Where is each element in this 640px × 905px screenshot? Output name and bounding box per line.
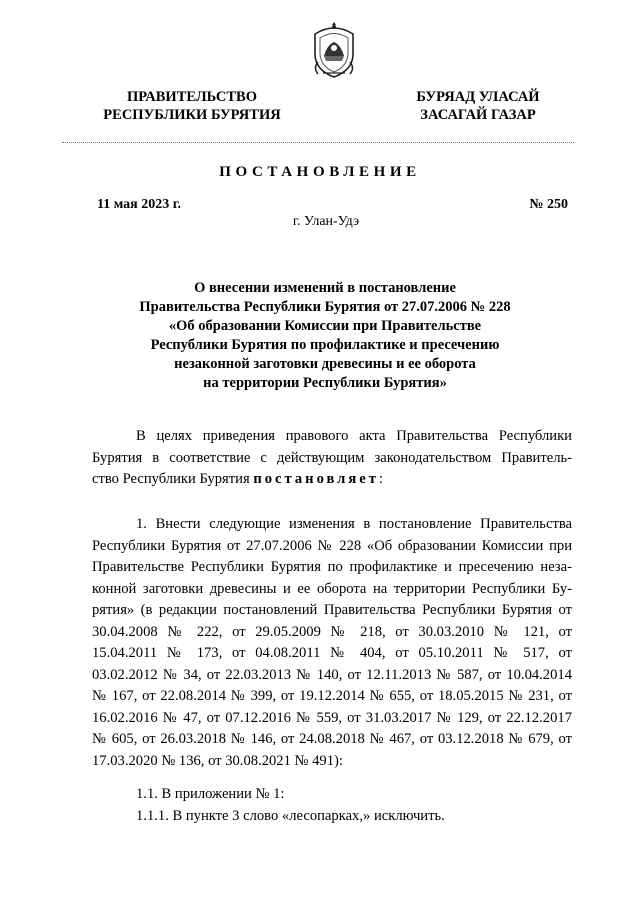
government-name-ru <box>82 88 302 124</box>
clause-line: 17.03.2020 № 136, от 30.08.2021 № 491): <box>92 752 343 769</box>
document-city: г. Улан-Удэ <box>292 214 360 229</box>
preamble-paragraph <box>92 426 572 491</box>
title-line: «Об образовании Комиссии при Правительстве <box>168 318 482 334</box>
header-divider <box>62 142 574 143</box>
government-name-bua-line1: БУРЯАД УЛАСАЙ <box>416 89 540 105</box>
preamble-line: Бурятия в соответствие с действующим законодательством Правитель- <box>92 449 572 466</box>
government-name-ru-line2: РЕСПУБЛИКИ БУРЯТИЯ <box>103 107 281 123</box>
document-number: № 250 <box>529 197 568 212</box>
document-title <box>100 279 550 393</box>
title-line: незаконной заготовки древесины и ее оборота <box>174 356 476 372</box>
government-name-ru-line1: ПРАВИТЕЛЬСТВО <box>127 89 257 105</box>
clause-line: № 167, от 22.08.2014 № 399, от 19.12.2014 № 655, от 18.05.2015 № 231, от <box>92 688 572 704</box>
clause-line: 16.02.2016 № 47, от 07.12.2016 № 559, от 31.03.2017 № 129, от 22.12.2017 <box>92 709 572 726</box>
document-date: 11 мая 2023 г. <box>97 197 182 212</box>
clause-line: Правительстве Республики Бурятия по профилактике и пресечению неза- <box>92 559 572 575</box>
clause-line: 30.04.2008 № 222, от 29.05.2009 № 218, от 30.03.2010 № 121, от <box>92 623 572 640</box>
sub-item-1-1-1: 1.1.1. В пункте 3 слово «лесопарках,» исключить. <box>136 808 445 824</box>
preamble-line <box>92 469 572 491</box>
clause-line: 1. Внести следующие изменения в постановление Правительства <box>136 516 572 532</box>
preamble-line: В целях приведения правового акта Правительства Республики <box>136 428 572 444</box>
document-type: ПОСТАНОВЛЕНИЕ <box>219 164 421 180</box>
government-name-bua-line2: ЗАСАГАЙ ГАЗАР <box>420 107 536 123</box>
clause-line: рятия» (в редакции постановлений Правительства Республики Бурятия от <box>92 602 572 618</box>
clause-line: 03.02.2012 № 34, от 22.03.2013 № 140, от 12.11.2013 № 587, от 10.04.2014 <box>92 666 572 683</box>
title-line: О внесении изменений в постановление <box>194 280 456 296</box>
coat-of-arms-icon <box>305 20 363 80</box>
title-line: Республики Бурятия по профилактике и пресечению <box>150 337 500 353</box>
clause-line: конной заготовки древесины и ее оборота на территории Республики Бу- <box>92 580 572 597</box>
title-line: на территории Республики Бурятия» <box>203 375 447 391</box>
clause-line: № 605, от 26.03.2018 № 146, от 24.08.2018 № 467, от 03.12.2018 № 679, от <box>92 731 572 747</box>
clause-1-paragraph <box>92 514 572 772</box>
clause-line: Республики Бурятия от 27.07.2006 № 228 «Об образовании Комиссии при <box>92 537 572 554</box>
preamble-colon: : <box>378 471 383 487</box>
preamble-line3-text: ство Республики Бурятия <box>92 471 254 487</box>
clause-line: 15.04.2011 № 173, от 04.08.2011 № 404, от 05.10.2011 № 517, от <box>92 645 572 661</box>
government-name-bua <box>388 88 568 124</box>
resolves-keyword: постановляет <box>253 471 379 487</box>
title-line: Правительства Республики Бурятия от 27.07.2006 № 228 <box>139 299 511 315</box>
sub-item-1-1: 1.1. В приложении № 1: <box>136 786 285 802</box>
